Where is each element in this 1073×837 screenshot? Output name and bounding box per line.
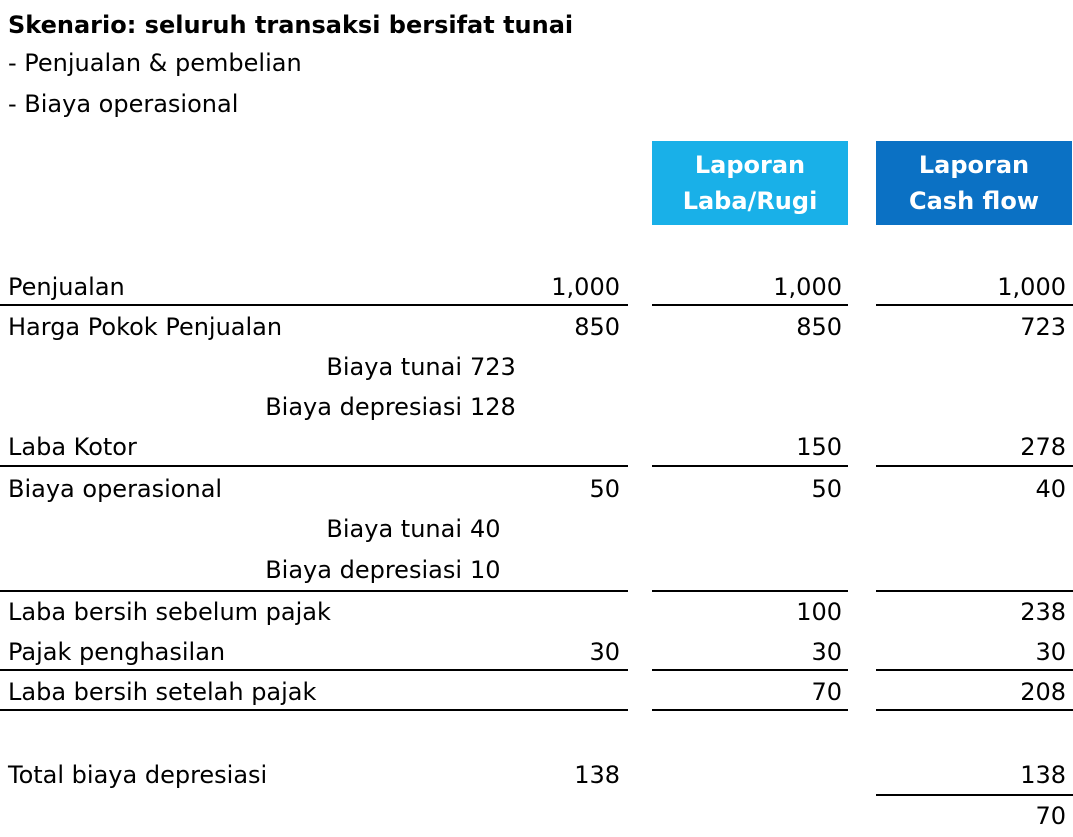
rule-laba-kotor-pl: [652, 465, 848, 467]
row-hpp-depresiasi-value: 128: [470, 393, 516, 421]
row-hpp-base: 850: [574, 313, 620, 341]
row-penjualan-cf: 1,000: [997, 273, 1066, 301]
rule-op-cf: [876, 590, 1073, 592]
rule-laba-kotor-cf: [876, 465, 1073, 467]
header-laba-rugi-line-2: Laba/Rugi: [682, 187, 818, 215]
rule-penjualan-pl: [652, 304, 848, 306]
row-hpp-label: Harga Pokok Penjualan: [8, 313, 283, 341]
row-laba-sebelum-pajak-cf: 238: [1020, 598, 1066, 626]
scenario-title: Skenario: seluruh transaksi bersifat tunai: [8, 11, 574, 39]
header-cash-flow-line-2: Cash flow: [909, 187, 1039, 215]
rule-op-left: [0, 590, 628, 592]
rule-pajak-cf: [876, 669, 1073, 671]
row-pajak-label: Pajak penghasilan: [8, 638, 226, 666]
rule-laba-kotor-left: [0, 465, 628, 467]
row-penjualan-label: Penjualan: [8, 273, 125, 301]
row-total-depresiasi-cf: 138: [1020, 761, 1066, 789]
row-biaya-operasional-label: Biaya operasional: [8, 475, 223, 503]
row-op-depresiasi-value: 10: [470, 556, 501, 584]
row-op-tunai-value: 40: [470, 515, 501, 543]
row-hpp-tunai-label: Biaya tunai: [326, 353, 462, 381]
rule-pajak-left: [0, 669, 628, 671]
row-op-depresiasi-label: Biaya depresiasi: [265, 556, 462, 584]
rule-pajak-pl: [652, 669, 848, 671]
rule-setelah-pajak-left: [0, 709, 628, 711]
row-biaya-operasional-cf: 40: [1035, 475, 1066, 503]
rule-penjualan-cf: [876, 304, 1073, 306]
row-pajak-cf: 30: [1035, 638, 1066, 666]
row-hpp-cf: 723: [1020, 313, 1066, 341]
row-laba-setelah-pajak-label: Laba bersih setelah pajak: [8, 678, 317, 706]
row-pajak-base: 30: [589, 638, 620, 666]
row-penjualan-pl: 1,000: [773, 273, 842, 301]
header-cash-flow-line-1: Laporan: [918, 151, 1030, 179]
row-laba-sebelum-pajak-pl: 100: [796, 598, 842, 626]
rule-setelah-pajak-cf: [876, 709, 1073, 711]
rule-op-pl: [652, 590, 848, 592]
rule-penjualan-left: [0, 304, 628, 306]
header-cash-flow: [876, 141, 1072, 225]
header-laba-rugi-line-1: Laporan: [694, 151, 806, 179]
header-laba-rugi: [652, 141, 848, 225]
row-laba-kotor-pl: 150: [796, 433, 842, 461]
scenario-bullet-2: - Biaya operasional: [8, 90, 239, 118]
row-hpp-tunai-value: 723: [470, 353, 516, 381]
row-laba-setelah-pajak-pl: 70: [811, 678, 842, 706]
row-hpp-depresiasi-label: Biaya depresiasi: [265, 393, 462, 421]
rule-total-cf: [876, 794, 1073, 796]
row-penjualan-base: 1,000: [551, 273, 620, 301]
row-laba-kotor-label: Laba Kotor: [8, 433, 137, 461]
row-laba-kotor-cf: 278: [1020, 433, 1066, 461]
row-hpp-pl: 850: [796, 313, 842, 341]
row-total-depresiasi-label: Total biaya depresiasi: [8, 761, 268, 789]
scenario-bullet-1: - Penjualan & pembelian: [8, 49, 302, 77]
rule-setelah-pajak-pl: [652, 709, 848, 711]
row-selisih-cf: 70: [1035, 802, 1066, 830]
row-laba-setelah-pajak-cf: 208: [1020, 678, 1066, 706]
row-pajak-pl: 30: [811, 638, 842, 666]
row-laba-sebelum-pajak-label: Laba bersih sebelum pajak: [8, 598, 331, 626]
row-biaya-operasional-pl: 50: [811, 475, 842, 503]
row-biaya-operasional-base: 50: [589, 475, 620, 503]
row-op-tunai-label: Biaya tunai: [326, 515, 462, 543]
row-total-depresiasi-base: 138: [574, 761, 620, 789]
